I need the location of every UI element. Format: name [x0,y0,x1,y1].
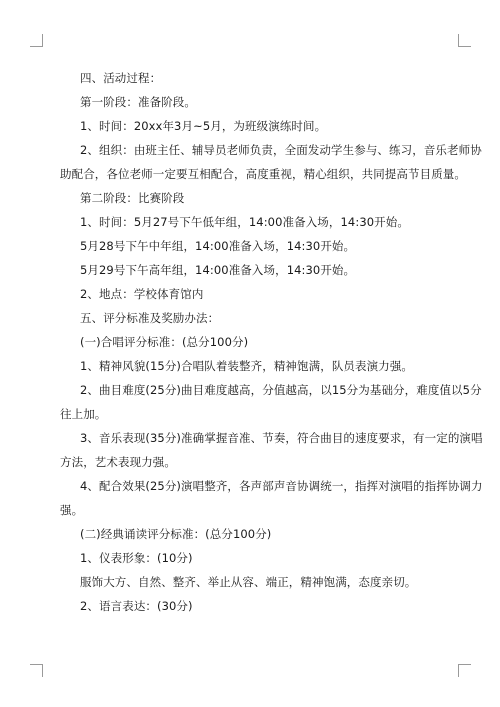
phase-heading: 第二阶段：比赛阶段 [80,191,185,205]
paragraph-line: 1、时间：5月27号下午低年组，14:00准备入场，14:30开始。 [80,215,409,229]
paragraph-line: 往上加。 [60,407,107,421]
paragraph-line: 2、曲目难度(25分)曲目难度越高，分值越高，以15分为基础分，难度值以5分 [80,383,482,397]
subsection-heading: (一)合唱评分标准：(总分100分) [80,335,249,349]
paragraph-line: 2、语言表达：(30分) [80,599,193,613]
paragraph-line: 2、组织：由班主任、辅导员老师负责，全面发动学生参与、练习，音乐老师协 [80,143,482,157]
paragraph-line: 5月29号下午高年组，14:00准备入场，14:30开始。 [80,263,356,277]
paragraph-line: 1、精神风貌(15分)合唱队着装整齐，精神饱满，队员表演力强。 [80,359,414,373]
paragraph-line: 服饰大方、自然、整齐、举止从容、端正，精神饱满，态度亲切。 [80,575,417,589]
paragraph-line: 3、音乐表现(35分)准确掌握音准、节奏，符合曲目的速度要求，有一定的演唱 [80,431,483,445]
section-heading: 五、评分标准及奖励办法： [80,311,220,325]
section-heading: 四、活动过程： [80,71,162,85]
subsection-heading: (二)经典诵读评分标准：(总分100分) [80,527,272,541]
paragraph-line: 5月28号下午中年组，14:00准备入场，14:30开始。 [80,239,356,253]
paragraph-line: 强。 [60,503,84,517]
paragraph-line: 1、时间：20xx年3月~5月，为班级演练时间。 [80,119,327,133]
paragraph-line: 方法，艺术表现力强。 [60,455,176,469]
paragraph-line: 4、配合效果(25分)演唱整齐，各声部声音协调统一，指挥对演唱的指挥协调力 [80,479,483,493]
phase-heading: 第一阶段：准备阶段。 [80,95,196,109]
crop-mark-top-left [30,34,43,47]
paragraph-line: 1、仪表形象：(10分) [80,551,193,565]
crop-mark-bottom-left [30,664,43,677]
paragraph-line: 助配合，各位老师一定要互相配合，高度重视，精心组织，共同提高节目质量。 [60,167,466,181]
crop-mark-top-right [458,34,471,47]
paragraph-line: 2、地点：学校体育馆内 [80,287,204,301]
crop-mark-bottom-right [458,664,471,677]
